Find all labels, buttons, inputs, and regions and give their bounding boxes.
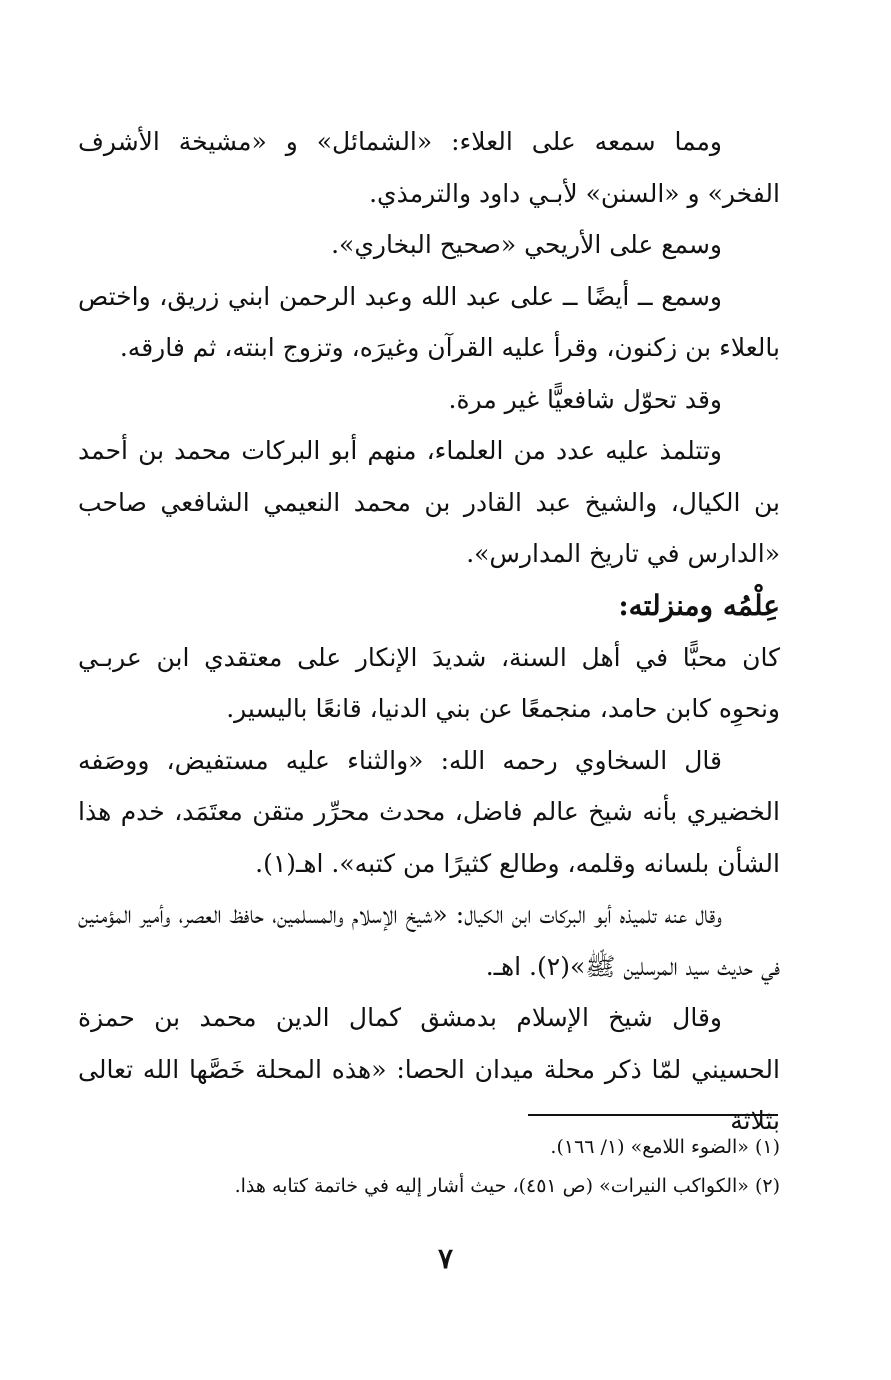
footnote-2: (٢) «الكواكب النيرات» (ص ٤٥١)، حيث أشار إليه في خاتمة كتابه هذا.	[234, 1175, 780, 1197]
paragraph-heard-from-arihi: وسمع على الأريحي «صحيح البخاري».	[331, 230, 722, 259]
footnotes	[78, 1128, 780, 1206]
paragraph-sakhawi-praise: قال السخاوي رحمه الله: «والثناء عليه مستفيض، ووصَفه الخضيري بأنه شيخ عالم فاضل، محدث محرِّر متقن معتَمَد، خدم هذا الشأن بلسانه وقلمه، وطالع كثيرًا من كتبه». اهـ(١).	[78, 745, 780, 878]
page-number: ٧	[437, 1242, 454, 1275]
paragraph-husayni-quote: وقال شيخ الإسلام بدمشق كمال الدين محمد بن حمزة الحسيني لمّا ذكر محلة ميدان الحصا: «هذه المحلة خَصَّها الله تعالى بثلاثة	[78, 1003, 780, 1135]
footnote-separator	[528, 1114, 778, 1116]
section-heading-knowledge-and-status: عِلْمُه ومنزلته:	[618, 588, 780, 622]
paragraph-became-shafii: وقد تحوّل شافعيًّا غير مرة.	[448, 384, 722, 414]
paragraph-students: وتتلمذ عليه عدد من العلماء، منهم أبو البركات محمد بن أحمد بن الكيال، والشيخ عبد القادر بن محمد النعيمي الشافعي صاحب «الدارس في تاريخ المدارس».	[78, 436, 780, 568]
paragraph-heard-from-alaa: ومما سمعه على العلاء: «الشمائل» و «مشيخة الأشرف الفخر» و «السنن» لأبـي داود والترمذي.	[78, 127, 780, 208]
paragraph-character: كان محبًّا في أهل السنة، شديدَ الإنكار على معتقدي ابن عربـي ونحوِه كابن حامد، منجمعًا عن بني الدنيا، قانعًا باليسير.	[78, 642, 780, 723]
body-text	[78, 116, 780, 1147]
paragraph-ibn-kayyal-praise: وقال عنه تلميذه أبو البركات ابن الكيال: «شيخ الإسلام والمسلمين، حافظ العصر، وأمير المؤمنين في حديث سيد المرسلين ﷺ»(٢). اهـ.	[78, 900, 780, 981]
paragraph-heard-from-zurayq: وسمع ــ أيضًا ــ على عبد الله وعبد الرحمن ابني زريق، واختص بالعلاء بن زكنون، وقرأ عليه القرآن وغيرَه، وتزوج ابنته، ثم فارقه.	[78, 281, 780, 362]
footnote-1: (١) «الضوء اللامع» (١/ ١٦٦).	[550, 1136, 780, 1158]
